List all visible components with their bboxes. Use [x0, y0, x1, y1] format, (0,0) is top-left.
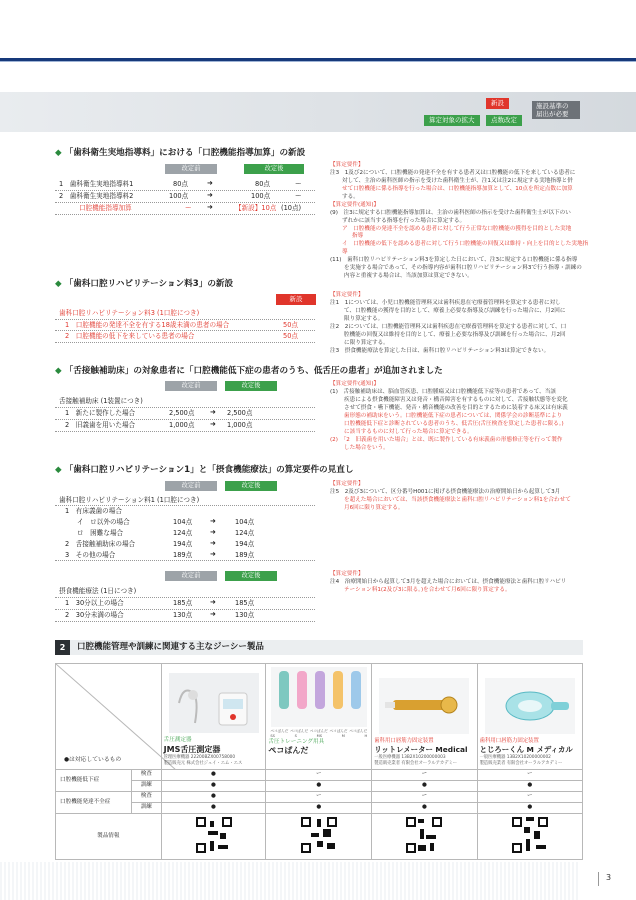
note-line: (1) 舌接触補助床は、脳血管疾患、口腔腫瘍又は口腔機能低下症等の患者であって、当該: [330, 388, 556, 395]
s1-row3-after: 【新設】10点: [235, 204, 277, 212]
s4-r5-after: 189点: [235, 551, 255, 559]
row-kind: 訓練: [131, 781, 161, 792]
note-line: 注5 2及び3について、区分番号H001に掲げる摂食機能療法の治療開始日から起算して3月: [330, 488, 561, 495]
support-mark: ー: [372, 792, 477, 803]
note-line: を超えた場合においては、当該摂食機能療法と歯科口腔リハビリテーション料1を合わせて: [344, 496, 571, 503]
s4-t2-r1-label: 1 30分以上の場合: [65, 599, 124, 607]
s4-r2-label: イ ロ以外の場合: [77, 518, 130, 526]
note-line: 歯形態の補助床をいう。口腔機能低下症の患者については、関係学会の診断基準により: [344, 412, 563, 419]
s1-row1-label: 1 歯科衛生実地指導料1: [59, 180, 134, 188]
product-col-tojirokun: [477, 664, 582, 770]
col-before: 改定前: [165, 481, 217, 491]
products-section-title: 口腔機能管理や訓練に関連する主なジーシー製品: [77, 642, 264, 652]
divider: [55, 431, 315, 432]
s4-r3-label: ロ 困難な場合: [77, 529, 124, 537]
section1-title-text: 「歯科衛生実地指導料」における「口腔機能指導加算」の新設: [64, 148, 306, 158]
section4-title-text: 「歯科口腔リハビリテーション1」と「摂食機能療法」の算定要件の見直し: [64, 465, 354, 475]
section3-title: [55, 366, 443, 378]
products-table: [55, 663, 583, 860]
arrow-icon: ➜: [210, 528, 216, 536]
note-line: 限り算定する。: [344, 315, 384, 322]
qr-cell[interactable]: [161, 814, 266, 860]
products-section-header: [55, 640, 583, 655]
note-line: テーション料1(2及び3に限る。)を合わせて月6回に限り算定する。: [344, 586, 511, 593]
diamond-icon: ◆: [55, 148, 65, 158]
s4-r2-before: 104点: [173, 518, 193, 526]
support-mark: ●: [372, 781, 477, 792]
s2-heading: 歯科口腔リハビリテーション料3 (1口腔につき): [59, 309, 200, 317]
tag-expand: 算定対象の拡大: [424, 115, 480, 126]
s3-heading: 舌接触補助床 (1装置につき): [59, 397, 143, 405]
divider: [55, 419, 315, 420]
tag-new-s2: 新設: [276, 294, 316, 305]
support-mark: ●: [161, 792, 266, 803]
section2-title-text: 「歯科口腔リハビリテーション料3」の新設: [64, 279, 234, 289]
row-kind: 検査: [131, 770, 161, 781]
section2-table: [55, 307, 315, 345]
s4-t2-r2-before: 130点: [173, 611, 193, 619]
col-after: 改定後: [225, 381, 277, 391]
s4-heading2: 摂食機能療法 (1日につき): [59, 587, 137, 595]
variant-label: ペコぱんだ: [290, 728, 309, 733]
arrow-icon: ➜: [210, 539, 216, 547]
product-maker: 製造販売業者 有限会社オーラルアカデミー: [479, 761, 563, 767]
product-name: JMS舌圧測定器: [163, 744, 221, 754]
s3-row1-label: 1 新たに製作した場合: [65, 409, 136, 417]
note-line: (2) 「2 旧義歯を用いた場合」とは、既に製作している有床義歯の形態修正等を行って製作: [330, 436, 563, 443]
s1-row3-extra: (10点): [281, 204, 302, 212]
s4-r4-label: 2 舌接触補助床の場合: [65, 540, 136, 548]
corner-label: ●は対応しているもの: [64, 757, 122, 764]
divider: [55, 560, 315, 561]
diagonal-line: [56, 664, 176, 770]
col-after: 改定後: [225, 481, 277, 491]
note-head: 【算定要件】: [330, 481, 364, 487]
section4-table1: [55, 481, 315, 561]
diamond-icon: ◆: [55, 366, 65, 376]
row-group-development: 口腔機能発達不全症: [56, 792, 132, 814]
tag-points: 点数改定: [486, 115, 522, 126]
note-line: ア 口腔機能の発達不全を認める患者に対して行う正常な口腔機能の獲得を目的とした実地: [342, 225, 572, 232]
qr-code-icon[interactable]: [196, 817, 232, 853]
s1-row2-after: 100点: [251, 192, 271, 200]
support-mark: ●: [161, 781, 266, 792]
product-col-jms: [161, 664, 266, 770]
divider: [55, 342, 315, 343]
qr-code-icon[interactable]: [301, 817, 337, 853]
note-line: 注3 摂食機能療法を算定した日は、歯科口腔リハビリテーション料3は算定できない。: [330, 347, 550, 354]
col-after: 改定後: [244, 164, 304, 174]
s4-r3-before: 124点: [173, 529, 193, 537]
product-name: とじろーくん M メディカル: [479, 745, 573, 755]
divider: [55, 407, 315, 408]
support-mark: ●: [161, 803, 266, 814]
section4-notes2: [330, 571, 592, 595]
divider: [55, 190, 315, 191]
lip-force-meter-image: [379, 678, 469, 734]
section2-title: [55, 279, 233, 291]
hardness-label: MS: [316, 733, 323, 738]
note-line: 指導: [352, 233, 364, 240]
note-line: て、口腔機能の獲得を目的として、療養上必要な指導及び訓練を行った場合に、月2回に: [344, 307, 566, 314]
note-line: (9) 注3に規定する口腔機能指導加算は、主治の歯科医師の指示を受けた歯科衛生士が以下のい: [330, 209, 571, 216]
row-group-decline: 口腔機能低下症: [56, 770, 132, 792]
section1-notes: [330, 162, 590, 281]
section-number: 2: [55, 640, 70, 655]
note-line: に限り算定する。: [344, 339, 389, 346]
note-line: させて摂食・嚥下機能、発音・構音機能の改善を目的とするために装着する床又は有床義: [344, 404, 568, 411]
product-reg: 管理医療機器 22200BZX00758000: [163, 755, 236, 761]
s2-row2-label: 2 口腔機能の低下を来している患者の場合: [65, 332, 195, 340]
arrow-icon: ➜: [210, 598, 216, 606]
support-mark: ー: [477, 792, 582, 803]
note-line: 月6回に限り算定する。: [344, 504, 404, 511]
s1-row1-before: 80点: [173, 180, 188, 188]
support-mark: ●: [477, 781, 582, 792]
hardness-label: S: [294, 733, 297, 738]
product-maker: 製造販売業者 有限会社オーラルアカデミー: [374, 761, 458, 767]
divider: [55, 202, 315, 203]
variant-label: ペコぱんだ: [309, 728, 328, 733]
section4-table2: [55, 571, 315, 623]
product-name: ペコぱんだ: [268, 746, 309, 756]
s4-t2-r2-label: 2 30分未満の場合: [65, 611, 124, 619]
note-line: 注1 1については、小児口腔機能管理料又は歯科疾患在宅療養管理料を算定する患者に対し: [330, 299, 561, 306]
diamond-icon: ◆: [55, 465, 65, 475]
tag-notify-line2: 届出が必要: [536, 110, 569, 118]
page-number-divider: [598, 872, 599, 886]
section1-table: [55, 164, 315, 216]
tag-notify-line1: 施設基準の: [536, 102, 569, 110]
product-col-rittle: [372, 664, 477, 770]
product-maker: 製造販売元 株式会社ジェイ・エム・エス: [163, 761, 243, 767]
note-line: を実施する場合であって、その指導内容が歯科口腔リハビリテーション料3で行う指導・訓練の: [344, 265, 582, 272]
s3-row2-before: 1,000点: [169, 421, 195, 429]
page-number: 3: [606, 873, 612, 882]
col-after: 改定後: [225, 571, 277, 581]
note-head: 【算定要件(通知)】: [330, 381, 380, 387]
note-line: ずれかに該当する指導を行った場合に算定する。: [342, 217, 466, 224]
s4-heading1: 歯科口腔リハビリテーション料1 (1口腔につき): [59, 496, 200, 504]
s1-row2-dash: ー: [295, 192, 302, 200]
section3-title-text: 「舌接触補助床」の対象患者に「口腔機能低下症の患者のうち、低舌圧の患者」が追加されました: [64, 366, 443, 376]
s3-row2-label: 2 旧義歯を用いた場合: [65, 421, 136, 429]
hardness-label: SS: [270, 733, 275, 738]
product-col-pekopanda: [266, 664, 372, 770]
s4-r2-after: 104点: [235, 518, 255, 526]
divider: [55, 330, 315, 331]
arrow-icon: ➜: [207, 191, 213, 199]
product-category: 舌圧トレーニング用具: [268, 738, 325, 745]
arrow-icon: ➜: [210, 550, 216, 558]
support-mark: ●: [266, 803, 372, 814]
note-line: 内容と重複する場合は、当該加算は算定できない。: [344, 273, 473, 280]
tag-new: 新設: [486, 98, 509, 109]
divider: [55, 597, 315, 598]
note-line: イ 口腔機能の低下を認める患者に対して行う口腔機能の回復又は維持・向上を目的とした実地指導: [342, 241, 589, 256]
support-mark: ●: [266, 781, 372, 792]
section1-title: [55, 148, 305, 160]
product-name: リットレメーター Medical: [374, 745, 468, 755]
qr-code-icon[interactable]: [406, 817, 442, 853]
s4-r4-after: 194点: [235, 540, 255, 548]
note-line: せて口腔機能に係る指導を行った場合は、口腔機能指導加算として、10点を所定点数に加算: [342, 185, 573, 192]
s4-r5-label: 3 その他の場合: [65, 551, 116, 559]
support-mark: ー: [266, 792, 372, 803]
product-category: 歯科用口唇筋力固定装置: [479, 738, 539, 745]
product-info-label: 製品情報: [56, 814, 162, 860]
col-before: 改定前: [165, 571, 217, 581]
s3-row1-before: 2,500点: [169, 409, 195, 417]
footer-pattern: [0, 862, 580, 900]
note-line: 対して、主治の歯科医師の指示を受けた歯科衛生士が、注1又は注2に規定する実地指導と併: [342, 177, 573, 184]
divider: [55, 214, 315, 215]
row-kind: 検査: [131, 792, 161, 803]
note-line: (11) 歯科口腔リハビリテーション料3を算定した日において、注3に規定する口腔機能に係る指導: [330, 257, 578, 264]
note-head: 【算定要件(通知)】: [330, 201, 380, 208]
support-mark: ●: [372, 803, 477, 814]
s1-row2-before: 100点: [169, 192, 189, 200]
arrow-icon: ➜: [210, 610, 216, 618]
s1-row1-dash: ー: [295, 180, 302, 188]
variant-label: ペコぱんだ: [349, 728, 368, 733]
s1-row1-after: 80点: [255, 180, 270, 188]
qr-cell[interactable]: [372, 814, 477, 860]
s4-t2-r2-after: 130点: [235, 611, 255, 619]
hardness-label: H: [364, 733, 368, 738]
s4-t2-r1-after: 185点: [235, 599, 255, 607]
note-head: 【算定要件】: [330, 571, 364, 577]
product-reg: 一般医療機器 13B2X10200000003: [374, 755, 446, 761]
s4-t2-r1-before: 185点: [173, 599, 193, 607]
support-mark: ●: [477, 803, 582, 814]
col-before: 改定前: [165, 381, 217, 391]
s2-row1-pts: 50点: [283, 321, 298, 329]
divider: [55, 319, 315, 320]
corner-cell: [56, 664, 162, 770]
variant-label: ペコぱんだ: [329, 728, 348, 733]
s1-row3-label: 口腔機能指導加算: [79, 204, 132, 212]
product-category: 舌圧測定器: [163, 737, 192, 744]
pekopanda-image: [271, 667, 367, 727]
note-line: 腔機能の回復又は維持を目的として、療養上必要な指導及び訓練を行った場合に、月2回: [344, 331, 566, 338]
note-line: に該当するものに対して行った場合に算定できる。: [344, 428, 473, 435]
note-line: 注3 1及び2について、口腔機能の発達不全を有する患者又は口腔機能の低下を来している患者に: [330, 169, 576, 176]
lip-trainer-image: [485, 678, 575, 734]
s2-row1-label: 1 口腔機能の発達不全を有する18歳未満の患者の場合: [65, 321, 230, 329]
variant-label: ペコぱんだ: [270, 728, 289, 733]
s1-row2-label: 2 歯科衛生実地指導料2: [59, 192, 134, 200]
support-mark: ー: [372, 770, 477, 781]
s4-r4-before: 194点: [173, 540, 193, 548]
note-line: 疾患による摂食機能障害又は発音・構音障害を有するものに対して、舌接触状態等を変化: [344, 396, 568, 403]
note-line: した場合をいう。: [344, 444, 389, 451]
hardness-label: M: [341, 733, 345, 738]
support-mark: ー: [477, 770, 582, 781]
s4-r3-after: 124点: [235, 529, 255, 537]
s1-row3-before: ー: [185, 204, 192, 212]
s4-r5-before: 189点: [173, 551, 193, 559]
product-category: 歯科用口唇筋力固定装置: [374, 738, 434, 745]
tag-notify: [532, 101, 580, 119]
s3-row1-after: 2,500点: [227, 409, 253, 417]
divider: [55, 505, 315, 506]
section4-notes1: [330, 481, 592, 513]
arrow-icon: ➜: [210, 517, 216, 525]
note-line: する。: [342, 193, 359, 200]
product-reg: 一般医療機器 13B2X10200000002: [479, 755, 551, 761]
s4-r1-label: 1 有床義歯の場合: [65, 507, 122, 515]
arrow-icon: ➜: [207, 179, 213, 187]
arrow-icon: ➜: [210, 408, 216, 416]
diamond-icon: ◆: [55, 279, 65, 289]
section2-notes: [330, 292, 590, 356]
top-rule-thin: [0, 61, 636, 62]
col-before: 改定前: [165, 164, 217, 174]
arrow-icon: ➜: [210, 420, 216, 428]
section3-notes: [330, 381, 592, 452]
section4-title: [55, 465, 353, 477]
qr-cell[interactable]: [477, 814, 582, 860]
row-kind: 訓練: [131, 803, 161, 814]
section3-table: [55, 381, 315, 431]
s2-row2-pts: 50点: [283, 332, 298, 340]
tongue-pressure-device-image: [169, 673, 259, 733]
divider: [55, 609, 315, 610]
s3-row2-after: 1,000点: [227, 421, 253, 429]
qr-code-icon[interactable]: [512, 817, 548, 853]
support-mark: ●: [161, 770, 266, 781]
note-line: 口腔機能低下症と診断されている患者のうち、低舌圧(舌圧検査を算定した患者に限る。): [344, 420, 564, 427]
support-mark: ー: [266, 770, 372, 781]
qr-cell[interactable]: [266, 814, 372, 860]
note-line: 注2 2については、口腔機能管理料又は歯科疾患在宅療養管理料を算定する患者に対して、口: [330, 323, 567, 330]
note-line: 注4 治療開始日から起算して3月を超えた場合においては、摂食機能療法と歯科口腔リハビリ: [330, 578, 567, 585]
divider: [55, 621, 315, 622]
note-head: 【算定要件】: [330, 292, 364, 298]
note-head: 【算定要件】: [330, 162, 364, 168]
arrow-icon: ➜: [207, 203, 213, 211]
